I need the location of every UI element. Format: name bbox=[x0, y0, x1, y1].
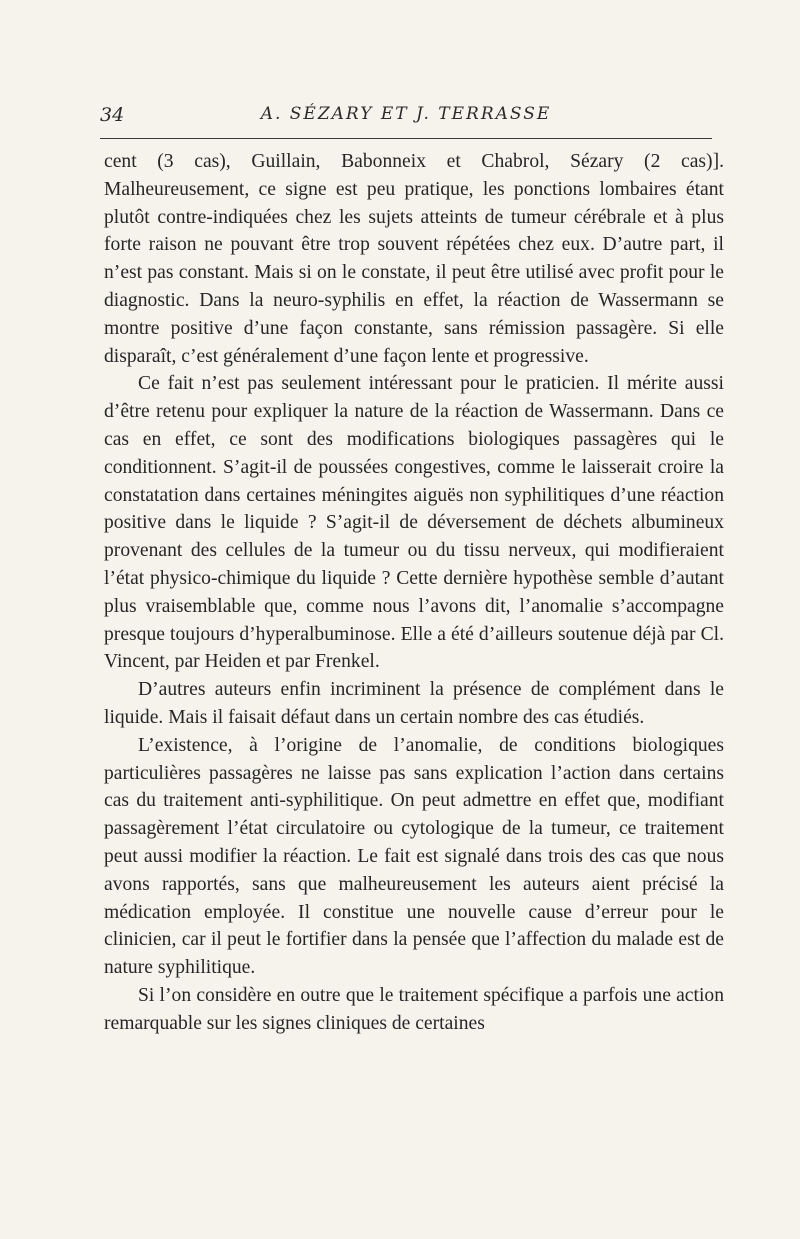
header-rule bbox=[100, 138, 712, 139]
paragraph-4: L’existence, à l’origine de l’anomalie, de conditions biologiques particulières passagères ne laisse pas sans explication l’action dans certains cas du traitement anti-syphilitique. On peut admettre en effet que, modifiant passagèrement l’état circulatoire ou cytologique de la tumeur, ce traitement peut aussi modifier la réaction. Le fait est signalé dans trois des cas que nous avons rapportés, sans que malheureusement les auteurs aient précisé la médication employée. Il constitue une nouvelle cause d’erreur pour le clinicien, car il peut le fortifier dans la pensée que l’affection du malade est de nature syphilitique. bbox=[104, 734, 724, 979]
paragraph-3: D’autres auteurs enfin incriminent la présence de complément dans le liquide. Mais il faisait défaut dans un certain nombre des cas étudiés. bbox=[104, 679, 724, 728]
paragraph-2: Ce fait n’est pas seulement intéressant pour le praticien. Il mérite aussi d’être retenu pour expliquer la nature de la réaction de Wassermann. Dans ce cas en effet, ce sont des modifications biologiques passagères qui le conditionnent. S’agit-il de poussées congestives, comme le laisserait croire la constatation dans certaines méningites aiguës non syphilitiques d’une réaction positive dans le liquide ? S’agit-il de déversement de déchets albumineux provenant des cellules de la tumeur ou du tissu nerveux, qui modifieraient l’état physico-chimique du liquide ? Cette dernière hypothèse semble d’autant plus vraisemblable que, comme nous l’avons dit, l’anomalie s’accompagne presque toujours d’hyperalbuminose. Elle a été d’ailleurs soutenue déjà par Cl. Vincent, par Heiden et par Frenkel. bbox=[104, 373, 724, 673]
running-title: A. SÉZARY ET J. TERRASSE bbox=[260, 104, 552, 124]
paragraph-1: cent (3 cas), Guillain, Babonneix et Chabrol, Sézary (2 cas)]. Malheureusement, ce signe est peu pratique, les ponctions lombaires étant plutôt contre-indiquées chez les sujets atteints de tumeur cérébrale et à plus forte raison ne pouvant être trop souvent répétées chez eux. D’autre part, il n’est pas constant. Mais si on le constate, il peut être utilisé avec profit pour le diagnostic. Dans la neuro-syphilis en effet, la réaction de Wassermann se montre positive d’une façon constante, sans rémission passagère. Si elle disparaît, c’est généralement d’une façon lente et progressive. bbox=[104, 151, 724, 367]
paragraph-5: Si l’on considère en outre que le traitement spécifique a parfois une action remarquable sur les signes cliniques de certaines bbox=[104, 984, 724, 1034]
page-header bbox=[100, 98, 712, 132]
page-number: 34 bbox=[100, 104, 125, 126]
body-text bbox=[104, 148, 724, 1038]
